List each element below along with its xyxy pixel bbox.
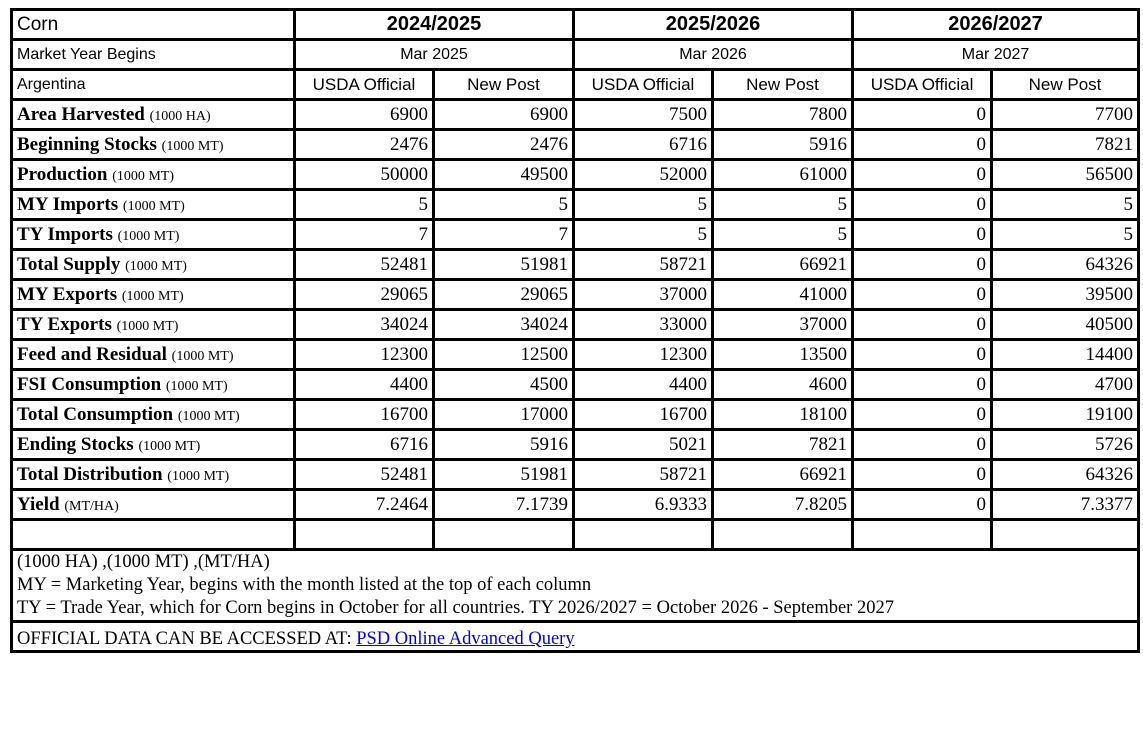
attribute-unit: (1000 MT) — [165, 378, 228, 394]
market-year-begins: Mar 2027 — [853, 40, 1139, 70]
value-cell: 7500 — [574, 100, 713, 130]
attribute-cell — [12, 370, 295, 400]
value-cell: 5 — [992, 220, 1139, 250]
value-cell: 0 — [853, 190, 992, 220]
table-row — [12, 340, 1139, 370]
attribute-unit: (1000 MT) — [138, 438, 201, 454]
value-cell: 4400 — [295, 370, 434, 400]
value-cell: 5916 — [434, 430, 574, 460]
value-cell: 12300 — [574, 340, 713, 370]
value-cell: 4700 — [992, 370, 1139, 400]
attribute-unit: (1000 MT) — [177, 408, 240, 424]
table-row — [12, 100, 1139, 130]
value-cell: 0 — [853, 280, 992, 310]
value-cell: 52481 — [295, 460, 434, 490]
value-cell: 5 — [713, 220, 853, 250]
value-cell: 37000 — [574, 280, 713, 310]
value-cell: 17000 — [434, 400, 574, 430]
blank-cell — [574, 520, 713, 550]
country-label: Argentina — [12, 70, 295, 100]
attribute-cell — [12, 280, 295, 310]
column-header: USDA Official — [574, 70, 713, 100]
value-cell: 12300 — [295, 340, 434, 370]
value-cell: 5 — [574, 190, 713, 220]
market-year-label: Market Year Begins — [12, 40, 295, 70]
value-cell: 12500 — [434, 340, 574, 370]
attribute-unit: (1000 MT) — [167, 468, 230, 484]
value-cell: 39500 — [992, 280, 1139, 310]
attribute-unit: (1000 MT) — [112, 168, 175, 184]
table-row — [12, 370, 1139, 400]
value-cell: 6716 — [295, 430, 434, 460]
ty-note: TY = Trade Year, which for Corn begins in October for all countries. TY 2026/2027 = October 2026 - September 2027 — [17, 598, 894, 618]
value-cell: 33000 — [574, 310, 713, 340]
value-cell: 64326 — [992, 460, 1139, 490]
column-header: USDA Official — [295, 70, 434, 100]
table-row — [12, 250, 1139, 280]
value-cell: 61000 — [713, 160, 853, 190]
value-cell: 0 — [853, 220, 992, 250]
value-cell: 34024 — [295, 310, 434, 340]
value-cell: 7821 — [992, 130, 1139, 160]
value-cell: 34024 — [434, 310, 574, 340]
value-cell: 6900 — [434, 100, 574, 130]
attribute-cell — [12, 130, 295, 160]
attribute-name: Total Consumption — [17, 403, 174, 425]
value-cell: 5 — [295, 190, 434, 220]
value-cell: 0 — [853, 250, 992, 280]
attribute-name: Ending Stocks — [17, 433, 134, 455]
table-row — [12, 160, 1139, 190]
attribute-unit: (1000 MT) — [121, 288, 184, 304]
value-cell: 5021 — [574, 430, 713, 460]
attribute-name: MY Exports — [17, 283, 118, 305]
column-header: New Post — [992, 70, 1139, 100]
value-cell: 66921 — [713, 250, 853, 280]
value-cell: 5 — [992, 190, 1139, 220]
attribute-cell — [12, 250, 295, 280]
attribute-name: Beginning Stocks — [17, 133, 157, 155]
psd-online-link[interactable]: PSD Online Advanced Query — [356, 629, 575, 649]
value-cell: 0 — [853, 130, 992, 160]
value-cell: 2476 — [434, 130, 574, 160]
attribute-name: TY Imports — [17, 223, 113, 245]
value-cell: 51981 — [434, 250, 574, 280]
value-cell: 4600 — [713, 370, 853, 400]
value-cell: 5 — [713, 190, 853, 220]
value-cell: 0 — [853, 340, 992, 370]
value-cell: 0 — [853, 430, 992, 460]
attribute-cell — [12, 310, 295, 340]
attribute-name: Total Distribution — [17, 463, 163, 485]
table-row — [12, 280, 1139, 310]
access-cell — [12, 622, 1139, 652]
value-cell: 7.3377 — [992, 490, 1139, 520]
value-cell: 14400 — [992, 340, 1139, 370]
column-header: USDA Official — [853, 70, 992, 100]
market-year-begins: Mar 2026 — [574, 40, 853, 70]
psd-table — [10, 8, 1140, 653]
value-cell: 5916 — [713, 130, 853, 160]
value-cell: 4400 — [574, 370, 713, 400]
value-cell: 16700 — [295, 400, 434, 430]
table-row — [12, 220, 1139, 250]
attribute-unit: (1000 MT) — [125, 258, 187, 274]
access-text: OFFICIAL DATA CAN BE ACCESSED AT: — [17, 629, 357, 649]
value-cell: 0 — [853, 490, 992, 520]
value-cell: 7700 — [992, 100, 1139, 130]
year-header: 2026/2027 — [853, 10, 1139, 40]
value-cell: 37000 — [713, 310, 853, 340]
blank-cell — [713, 520, 853, 550]
attribute-name: Production — [17, 163, 108, 185]
value-cell: 0 — [853, 310, 992, 340]
attribute-cell — [12, 220, 295, 250]
table-row — [12, 460, 1139, 490]
value-cell: 0 — [853, 370, 992, 400]
attribute-name: MY Imports — [17, 193, 119, 215]
value-cell: 16700 — [574, 400, 713, 430]
attribute-cell — [12, 100, 295, 130]
year-header: 2024/2025 — [295, 10, 574, 40]
table-row — [12, 430, 1139, 460]
attribute-name: TY Exports — [17, 313, 112, 335]
attribute-unit: (1000 HA) — [149, 108, 211, 124]
value-cell: 41000 — [713, 280, 853, 310]
attribute-name: Area Harvested — [17, 103, 145, 125]
blank-cell — [434, 520, 574, 550]
table-row — [12, 490, 1139, 520]
notes-cell — [12, 550, 1139, 622]
blank-cell — [853, 520, 992, 550]
attribute-name: Total Supply — [17, 253, 121, 275]
attribute-cell — [12, 400, 295, 430]
column-header: New Post — [434, 70, 574, 100]
value-cell: 52481 — [295, 250, 434, 280]
value-cell: 49500 — [434, 160, 574, 190]
attribute-cell — [12, 490, 295, 520]
attribute-unit: (MT/HA) — [64, 498, 119, 514]
value-cell: 7.2464 — [295, 490, 434, 520]
market-year-begins: Mar 2025 — [295, 40, 574, 70]
value-cell: 5 — [434, 190, 574, 220]
blank-cell — [12, 520, 295, 550]
attribute-cell — [12, 340, 295, 370]
value-cell: 58721 — [574, 460, 713, 490]
value-cell: 64326 — [992, 250, 1139, 280]
my-note: MY = Marketing Year, begins with the month listed at the top of each column — [17, 575, 592, 595]
attribute-cell — [12, 460, 295, 490]
value-cell: 58721 — [574, 250, 713, 280]
attribute-unit: (1000 MT) — [117, 228, 180, 244]
value-cell: 52000 — [574, 160, 713, 190]
units-note: (1000 HA) ,(1000 MT) ,(MT/HA) — [17, 552, 270, 572]
attribute-cell — [12, 160, 295, 190]
table-row — [12, 310, 1139, 340]
attribute-cell — [12, 430, 295, 460]
value-cell: 6.9333 — [574, 490, 713, 520]
attribute-cell — [12, 190, 295, 220]
attribute-unit: (1000 MT) — [171, 348, 234, 364]
value-cell: 18100 — [713, 400, 853, 430]
value-cell: 7 — [434, 220, 574, 250]
value-cell: 29065 — [295, 280, 434, 310]
attribute-unit: (1000 MT) — [116, 318, 179, 334]
value-cell: 29065 — [434, 280, 574, 310]
year-header: 2025/2026 — [574, 10, 853, 40]
value-cell: 5726 — [992, 430, 1139, 460]
value-cell: 0 — [853, 160, 992, 190]
value-cell: 0 — [853, 100, 992, 130]
value-cell: 5 — [574, 220, 713, 250]
value-cell: 66921 — [713, 460, 853, 490]
value-cell: 7800 — [713, 100, 853, 130]
commodity-label: Corn — [12, 10, 295, 40]
value-cell: 40500 — [992, 310, 1139, 340]
attribute-unit: (1000 MT) — [122, 198, 185, 214]
value-cell: 6716 — [574, 130, 713, 160]
value-cell: 7821 — [713, 430, 853, 460]
blank-cell — [295, 520, 434, 550]
blank-row — [12, 520, 1139, 550]
table-row — [12, 130, 1139, 160]
attribute-name: FSI Consumption — [17, 373, 162, 395]
attribute-unit: (1000 MT) — [161, 138, 224, 154]
table-row — [12, 400, 1139, 430]
value-cell: 6900 — [295, 100, 434, 130]
value-cell: 7.1739 — [434, 490, 574, 520]
attribute-name: Yield — [17, 493, 60, 515]
value-cell: 19100 — [992, 400, 1139, 430]
value-cell: 0 — [853, 460, 992, 490]
value-cell: 50000 — [295, 160, 434, 190]
column-header: New Post — [713, 70, 853, 100]
value-cell: 7.8205 — [713, 490, 853, 520]
value-cell: 13500 — [713, 340, 853, 370]
value-cell: 4500 — [434, 370, 574, 400]
table-row — [12, 190, 1139, 220]
value-cell: 51981 — [434, 460, 574, 490]
value-cell: 56500 — [992, 160, 1139, 190]
blank-cell — [992, 520, 1139, 550]
value-cell: 2476 — [295, 130, 434, 160]
value-cell: 0 — [853, 400, 992, 430]
attribute-name: Feed and Residual — [17, 343, 167, 365]
value-cell: 7 — [295, 220, 434, 250]
